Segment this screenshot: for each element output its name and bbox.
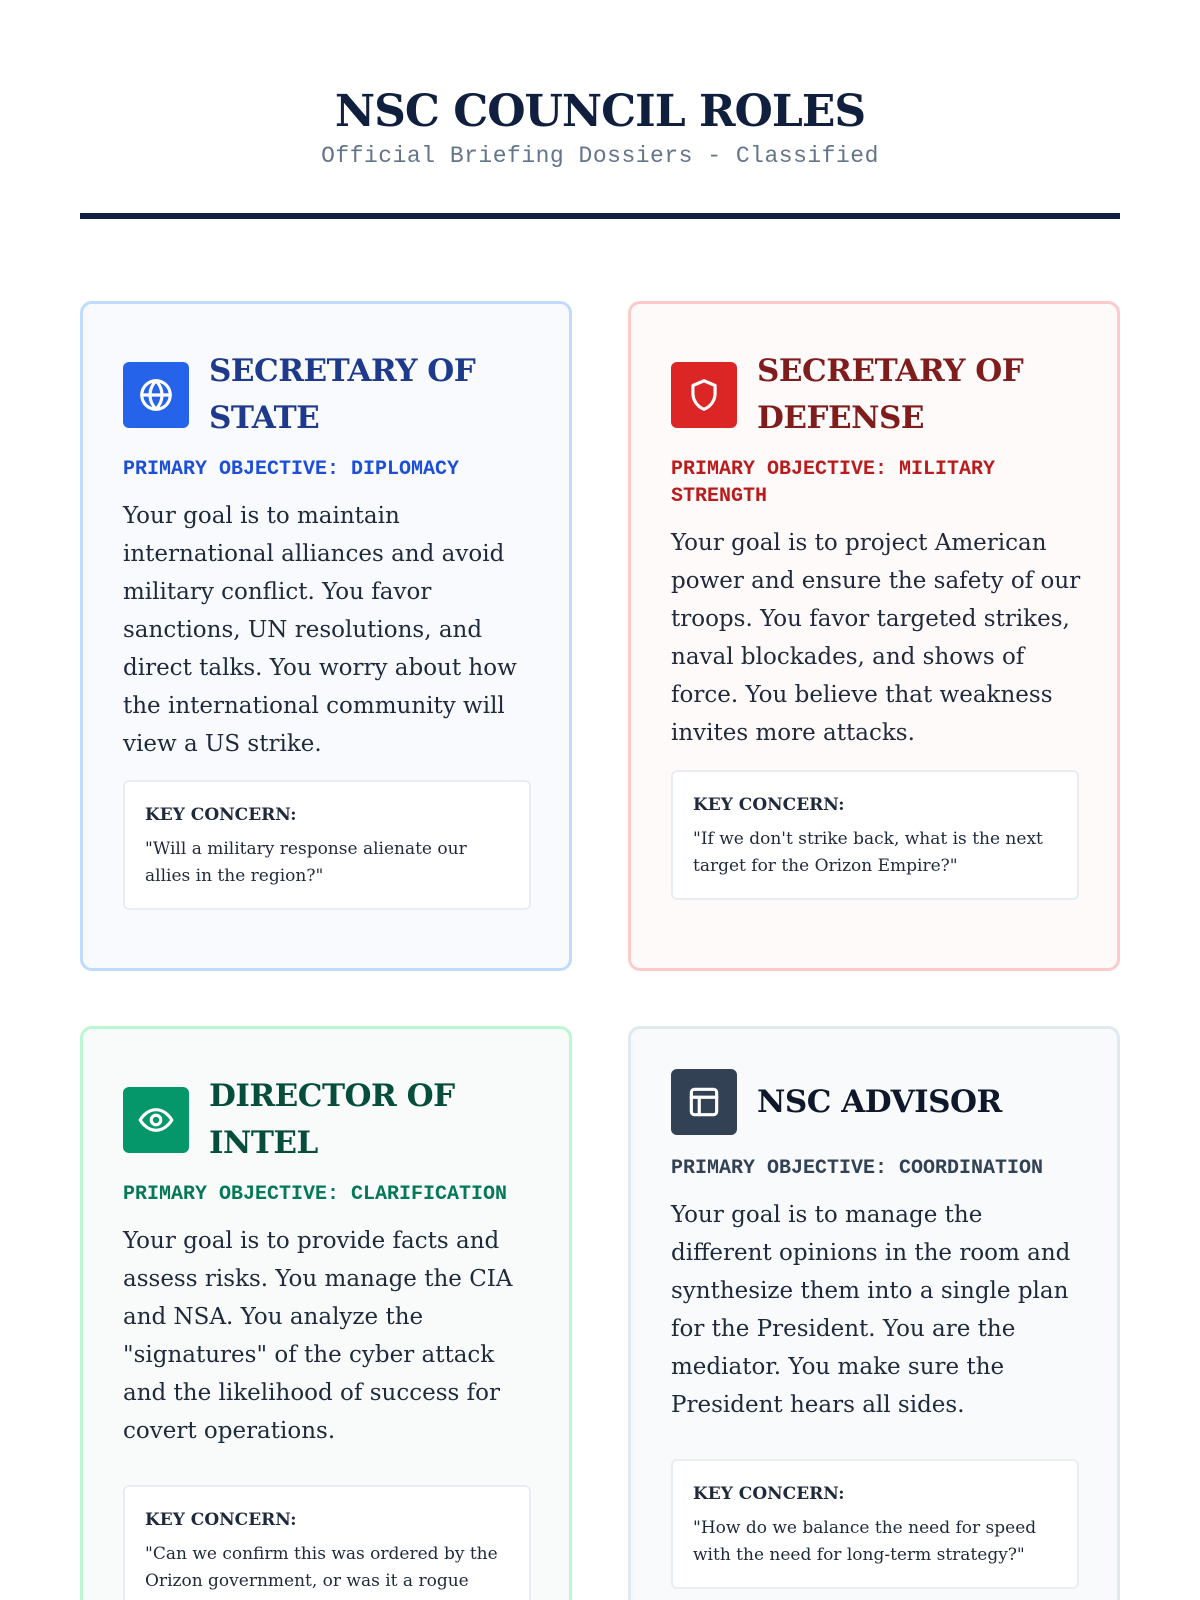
key-concern-box <box>671 770 1079 900</box>
role-description: Your goal is to maintain international alliances and avoid military conflict. You favor sanctions, UN resolutions, and direct talks. You worry about how the international community will view a US strike. <box>123 503 517 757</box>
role-card-header <box>123 348 533 442</box>
key-concern-quote: "Will a military response alienate our allies in the region?" <box>145 839 467 886</box>
page-subtitle: Official Briefing Dossiers - Classified <box>321 143 879 169</box>
layout-icon <box>671 1069 737 1135</box>
role-card-secretary-of-state <box>80 301 572 971</box>
key-concern-box <box>671 1459 1079 1589</box>
role-title: SECRETARY OF DEFENSE <box>757 353 1024 436</box>
role-card-nsc-advisor <box>628 1026 1120 1600</box>
role-card-secretary-of-defense <box>628 301 1120 971</box>
key-concern-box <box>123 780 531 910</box>
shield-icon <box>671 362 737 428</box>
role-description: Your goal is to manage the different opinions in the room and synthesize them into a single plan for the President. You are the mediator. You make sure the President hears all sides. <box>671 1202 1071 1418</box>
key-concern-box <box>123 1485 531 1600</box>
key-concern-label: KEY CONCERN: <box>145 1510 297 1530</box>
key-concern-quote: "Can we confirm this was ordered by the Orizon government, or was it a rogue <box>145 1544 498 1591</box>
role-objective: PRIMARY OBJECTIVE: DIPLOMACY <box>123 458 460 481</box>
page-title: NSC COUNCIL ROLES <box>334 86 866 137</box>
key-concern-quote: "How do we balance the need for speed with the need for long-term strategy?" <box>693 1518 1037 1565</box>
role-card-header <box>671 1069 1081 1135</box>
key-concern-label: KEY CONCERN: <box>693 1484 845 1504</box>
key-concern-label: KEY CONCERN: <box>693 795 845 815</box>
role-card-header <box>123 1073 533 1167</box>
key-concern-label: KEY CONCERN: <box>145 805 297 825</box>
role-card-director-of-intel <box>80 1026 572 1600</box>
role-description: Your goal is to provide facts and assess risks. You manage the CIA and NSA. You analyze the "signatures" of the cyber attack and the likelihood of success for covert operations. <box>123 1228 513 1444</box>
header-divider <box>80 213 1120 219</box>
role-objective: PRIMARY OBJECTIVE: COORDINATION <box>671 1157 1044 1180</box>
role-title: NSC ADVISOR <box>757 1083 1002 1120</box>
role-card-header <box>671 348 1081 442</box>
role-objective: PRIMARY OBJECTIVE: MILITARY STRENGTH <box>671 458 996 508</box>
eye-icon <box>123 1087 189 1153</box>
key-concern-quote: "If we don't strike back, what is the next target for the Orizon Empire?" <box>693 829 1043 876</box>
globe-icon <box>123 362 189 428</box>
role-description: Your goal is to project American power and ensure the safety of our troops. You favor targeted strikes, naval blockades, and shows of force. You believe that weakness invites more attacks. <box>671 530 1081 746</box>
role-title: DIRECTOR OF INTEL <box>209 1078 455 1161</box>
role-objective: PRIMARY OBJECTIVE: CLARIFICATION <box>123 1183 508 1206</box>
role-title: SECRETARY OF STATE <box>209 353 476 436</box>
